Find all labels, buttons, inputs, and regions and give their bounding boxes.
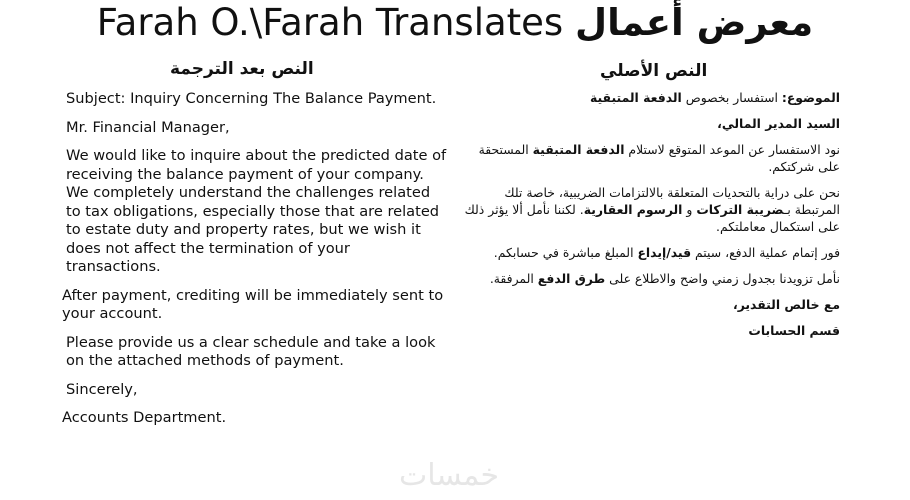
closing: مع خالص التقدير، xyxy=(732,297,840,312)
watermark-logo: خمسات xyxy=(399,458,500,493)
page-title xyxy=(0,0,910,46)
greeting: Mr. Financial Manager, xyxy=(66,118,230,136)
subject-line: Subject: Inquiry Concerning The Balance Payment. xyxy=(66,90,437,107)
greeting: السيد المدير المالي، xyxy=(717,116,840,131)
closing: Sincerely, xyxy=(66,380,138,398)
body-paragraph: فور إتمام عملية الدفع، سيتم قيد/إيداع المبلغ مباشرة في حسابكم. xyxy=(493,245,840,260)
body-paragraph: نود الاستفسار عن الموعد المتوقع لاستلام الدفعة المتبقية المستحقة على شركتكم. xyxy=(478,142,840,174)
signature: قسم الحسابات xyxy=(748,323,840,338)
body-paragraph: Please provide us a clear schedule and take a look on the attached methods of payment. xyxy=(66,333,436,369)
original-text xyxy=(458,89,840,348)
title-arabic: معرض أعمال xyxy=(574,1,814,44)
original-heading: النص الأصلي xyxy=(600,61,708,81)
translation-heading: النص بعد الترجمة xyxy=(170,59,314,79)
body-paragraph: We would like to inquire about the predicted date of receiving the balance payment of your company. We completely understand the challenges related to tax obligations, especially those that are related to estate duty and property rates, but we wish it does not affect the termination of your transactions. xyxy=(66,147,447,275)
title-latin: Farah O.\Farah Translates xyxy=(96,1,564,44)
subject-line xyxy=(458,89,840,106)
body-paragraph: After payment, crediting will be immediately sent to your account. xyxy=(62,286,444,322)
subject-text: استفسار بخصوص xyxy=(685,90,778,105)
translated-text xyxy=(62,90,447,438)
body-paragraph: نحن على دراية بالتحديات المتعلقة بالالتزامات الضريبية، خاصة تلك المرتبطة بـضريبة التركات و الرسوم العقارية. لكننا نأمل ألا يؤثر ذلك على استكمال معاملتكم. xyxy=(464,185,840,234)
subject-label: الموضوع: xyxy=(781,90,840,105)
signature: Accounts Department. xyxy=(62,409,227,426)
subject-bold: الدفعة المتبقية xyxy=(589,90,682,105)
body-paragraph: نأمل تزويدنا بجدول زمني واضح والاطلاع على طرق الدفع المرفقة. xyxy=(489,271,840,286)
